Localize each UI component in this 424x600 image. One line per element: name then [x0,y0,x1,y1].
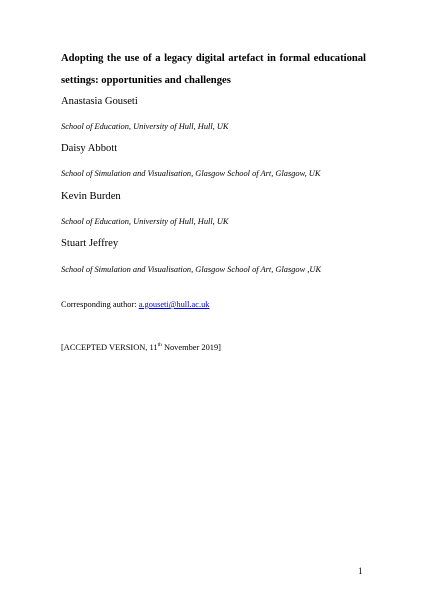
author-affiliation: School of Education, University of Hull, Hull, UK [61,122,229,131]
ordinal-suffix: th [157,342,162,349]
accepted-suffix: November 2019] [161,343,221,352]
author-affiliation: School of Simulation and Visualisation, Glasgow School of Art, Glasgow, UK [61,169,321,178]
author-name: Anastasia Gouseti [61,96,138,107]
author-name: Kevin Burden [61,191,121,202]
paper-title: Adopting the use of a legacy digital artefact in formal educational settings: opportunities and challenges [61,53,366,86]
email-link[interactable]: a.gouseti@hull.ac.uk [138,300,210,309]
accepted-version-note [61,342,221,353]
author-affiliation: School of Simulation and Visualisation, Glasgow School of Art, Glasgow ,UK [61,265,322,274]
corresponding-author-label: Corresponding author: [61,300,139,309]
author-name: Daisy Abbott [61,143,118,154]
corresponding-author [61,299,209,310]
author-affiliation: School of Education, University of Hull, Hull, UK [61,217,229,226]
author-name: Stuart Jeffrey [61,238,119,249]
page-number: 1 [358,566,363,576]
accepted-prefix: [ACCEPTED VERSION, 11 [61,343,158,352]
